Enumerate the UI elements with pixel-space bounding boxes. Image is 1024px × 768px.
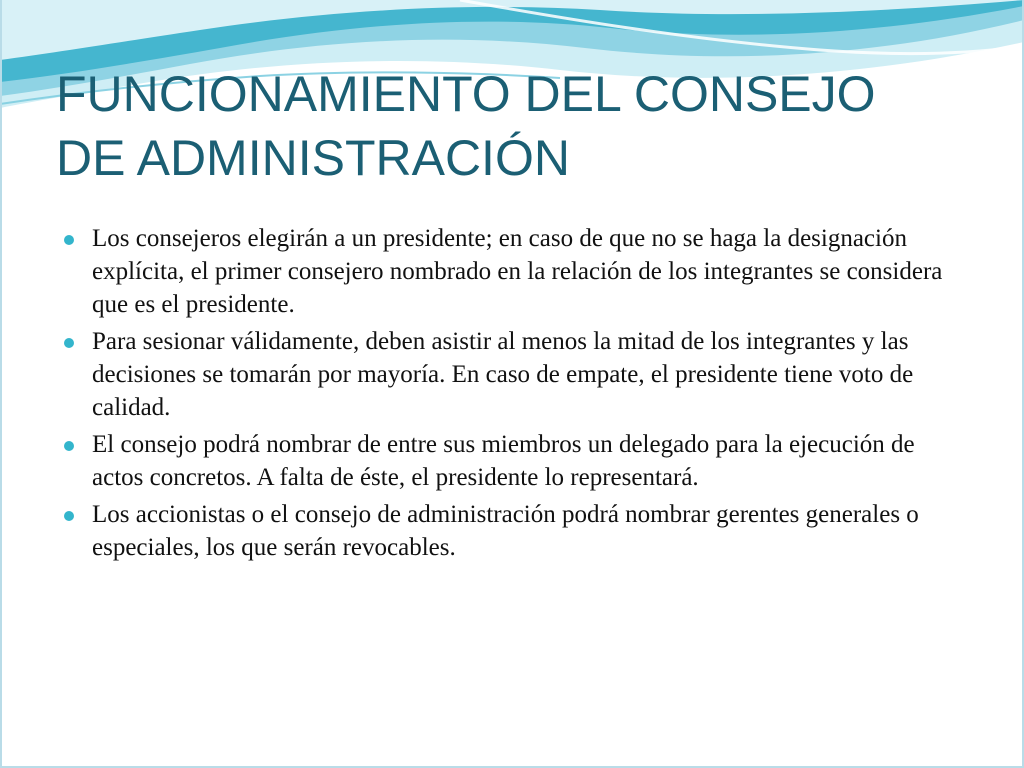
bullet-dot-icon <box>64 441 74 451</box>
bullet-text: Para sesionar válidamente, deben asistir al menos la mitad de los integrantes y las decisiones se tomarán por mayoría. En caso de empate, el presidente tiene voto de calidad. <box>92 328 914 421</box>
bullet-item <box>64 498 964 564</box>
bullet-item <box>64 325 964 424</box>
slide-title <box>56 62 956 190</box>
title-line-2: DE ADMINISTRACIÓN <box>56 130 570 186</box>
bullet-item <box>64 222 964 321</box>
left-border <box>0 0 2 768</box>
bullet-text: El consejo podrá nombrar de entre sus miembros un delegado para la ejecución de actos concretos. A falta de éste, el presidente lo representará. <box>92 431 915 491</box>
bullet-text: Los accionistas o el consejo de administración podrá nombrar gerentes generales o especiales, los que serán revocables. <box>92 501 919 561</box>
bullet-text: Los consejeros elegirán a un presidente; en caso de que no se haga la designación explícita, el primer consejero nombrado en la relación de los integrantes se considera que es el presidente. <box>92 225 943 318</box>
title-line-1: FUNCIONAMIENTO DEL CONSEJO <box>56 66 876 122</box>
bullet-dot-icon <box>64 511 74 521</box>
bullet-dot-icon <box>64 338 74 348</box>
bullet-list <box>64 222 964 568</box>
bullet-dot-icon <box>64 235 74 245</box>
bullet-item <box>64 428 964 494</box>
